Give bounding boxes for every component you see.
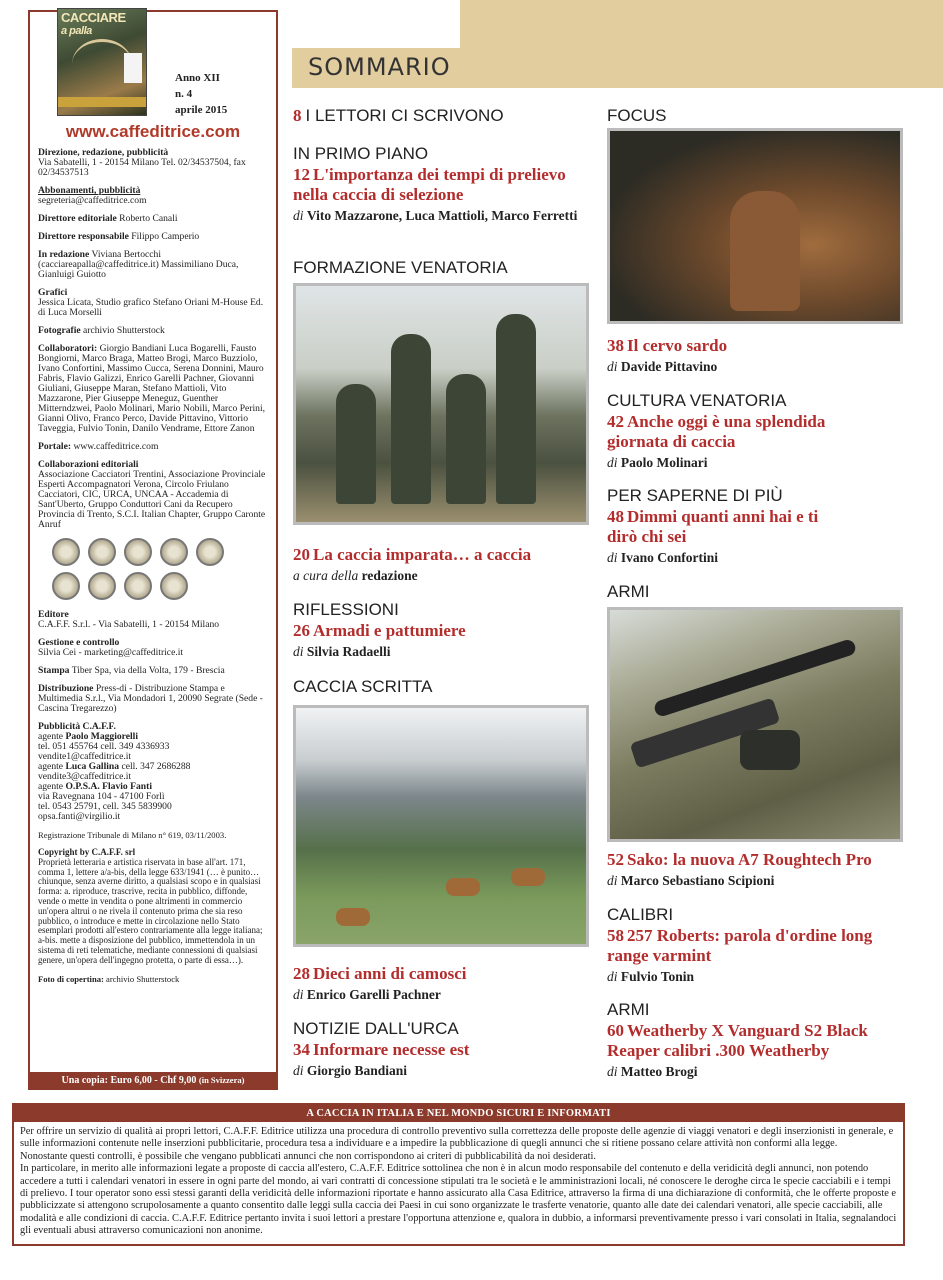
cover-stripe bbox=[58, 97, 146, 107]
notice-heading: A CACCIA IN ITALIA E NEL MONDO SICURI E INFORMATI bbox=[14, 1105, 903, 1122]
rifle-photo bbox=[607, 607, 903, 842]
section-urca: NOTIZIE DALL'URCA bbox=[293, 1019, 459, 1038]
section-primo-piano: IN PRIMO PIANO bbox=[293, 144, 429, 163]
notice-para-2: Nonostante questi controlli, è possibile che vengano pubblicati annunci che non corrispondono ai criteri di pubblicabilità da noi desiderati. bbox=[20, 1150, 596, 1162]
association-logo-icon bbox=[52, 572, 80, 600]
association-logos bbox=[30, 538, 276, 610]
section-saperne: PER SAPERNE DI PIÙ bbox=[607, 486, 783, 505]
section-calibri: CALIBRI bbox=[607, 905, 674, 924]
section-armi-1: ARMI bbox=[607, 582, 650, 601]
section-focus: FOCUS bbox=[607, 106, 667, 125]
colophon-text-2: Editore C.A.F.F. S.r.l. - Via Sabatelli, 1 - 20154 Milano Gestione e controllo Silvia Cei - marketing@caffeditrice.it Stampa Tiber Spa, via della Volta, 179 - Brescia Distribuzione Press-di - Distribuzione Stampa e Multimedia S.r.l., Via Mondadori 1, 20090 Segrate (Sede - Cascina Tregarezzo) Pubblicità C.A.F.F. agente Paolo Maggiorelli tel. 051 455764 cell. 349 4336933 vendite1@caffeditrice.it agente Luca Gallina cell. 347 2686288 vendite3@caffeditrice.it agente O.P.S.A. Flavio Fanti via Ravegnana 104 - 47100 Forlì tel. 0543 25791, cell. 345 5839900 opsa.fanti@virgilio.it Registrazione Tribunale di Milano n° 619, 03/11/2003. Copyright by C.A.F.F. srl Proprietà letteraria e artistica riservata in base all'art. 171, comma 1, lettere a/a-bis, della legge 633/1941 (… è punito… chiunque, senza averne diritto, a qualsiasi scopo e in qualsiasi forma: a. riproduce, trascrive, recita in pubblico, diffonde, vende o mette in vendita o pone altrimenti in commercio un'opera altrui o ne rivela il contenuto prima che sia reso pubblico, o introduce e mette in circolazione nello Stato esemplari prodotti all'estero contrariamente alla legge italiana; a-bis. mette a disposizione del pubblico, immettendola in un sistema di reti telematiche, mediante connessioni di qualsiasi genere, un'opera dell'ingegno protetta, o parte di essa…). Foto di copertina: archivio Shutterstock bbox=[30, 610, 276, 984]
issue-info bbox=[175, 70, 227, 118]
association-logo-icon bbox=[88, 538, 116, 566]
sommario-header bbox=[292, 48, 460, 88]
toc-item-focus[interactable]: 38 Il cervo sardo di Davide Pittavino bbox=[607, 336, 728, 374]
toc-item-armi-2[interactable]: 60 Weatherby X Vanguard S2 Black Reaper calibri .300 Weatherby di Matteo Brogi bbox=[607, 1021, 868, 1079]
hunters-photo bbox=[293, 283, 589, 525]
cover-area bbox=[30, 12, 276, 120]
section-riflessioni: RIFLESSIONI bbox=[293, 600, 399, 619]
association-logo-icon bbox=[52, 538, 80, 566]
association-logo-icon bbox=[88, 572, 116, 600]
toc-item-cultura[interactable]: 42 Anche oggi è una splendida giornata di caccia di Paolo Molinari bbox=[607, 412, 826, 470]
section-caccia-scritta: CACCIA SCRITTA bbox=[293, 677, 433, 696]
colophon-panel bbox=[28, 10, 278, 1090]
header-band bbox=[460, 0, 943, 88]
toc-item-caccia-scritta[interactable]: 28 Dieci anni di camosci di Enrico Garelli Pachner bbox=[293, 964, 467, 1002]
toc-item-primo-piano[interactable]: 12 L'importanza dei tempi di prelievo nella caccia di selezione di Vito Mazzarone, Luca Mattioli, Marco Ferretti bbox=[293, 165, 578, 223]
cover-title-line1: CACCIARE bbox=[61, 10, 126, 25]
page-title: SOMMARIO bbox=[308, 53, 451, 81]
notice-body bbox=[14, 1122, 903, 1244]
toc-item-calibri[interactable]: 58 257 Roberts: parola d'ordine long range varmint di Fulvio Tonin bbox=[607, 926, 873, 984]
notice-para-3: In particolare, in merito alle informazioni legate a proposte di caccia all'estero, C.A.F.F. Editrice sottolinea che non è in alcun modo responsabile del contenuto e della veridicità degli annunci, non potendo accedere a tutti i calendari venatori in essere in ogni parte del mondo, ai vari contratti di concessione stipulati tra le società e le amministrazioni locali, né conoscere le deroghe circa le specie cacciabili e i tempi di prelievo. I tour operator sono essi stessi garanti della veridicità delle informazioni riportate e hanno assicurato alla Casa Editrice, attraverso la firma di una dichiarazione di conformità, che le offerte proposte e pubblicizzate si attengono scrupolosamente a quanto consentito dalle leggi sulla caccia dei Paesi in cui sono organizzate le trasferte venatorie, quanto alle date dei calendari venatori, alle specie cacciabili, alle modalità e alle condizioni di caccia. C.A.F.F. Editrice pertanto invita i suoi lettori a prestare l'opportuna attenzione e, qualora in dubbio, a informarsi preventivamente presso i vari consolati in Italia, segnalandoci gli eventuali abusi attraverso comunicazioni non anonime. bbox=[20, 1163, 897, 1237]
stag-antler-image bbox=[72, 39, 132, 89]
issue-number: n. 4 bbox=[175, 88, 193, 100]
red-deer-photo bbox=[607, 128, 903, 324]
notice-para-1: Per offrire un servizio di qualità ai propri lettori, C.A.F.F. Editrice utilizza una procedura di controllo preventivo sulla correttezza delle proposte delle agenzie di viaggi venatori e degli inserzionisti in generale, e sulle informazioni contenute nelle inserzioni pubblicitarie, procedura tesa a individuare e a impedire la pubblicazione di quegli annunci che si ritiene possano celare attività non conformi alla legge. bbox=[20, 1126, 894, 1150]
price-bar bbox=[30, 1072, 276, 1088]
notice-box bbox=[12, 1103, 905, 1246]
association-logo-icon bbox=[160, 572, 188, 600]
association-logo-icon bbox=[196, 538, 224, 566]
section-armi-2: ARMI bbox=[607, 1000, 650, 1019]
toc-item-armi-1[interactable]: 52 Sako: la nuova A7 Roughtech Pro di Marco Sebastiano Scipioni bbox=[607, 850, 872, 888]
website-link[interactable]: www.caffeditrice.com bbox=[65, 122, 241, 141]
registrazione: Registrazione Tribunale di Milano n° 619, 03/11/2003. bbox=[38, 830, 227, 840]
section-formazione: FORMAZIONE VENATORIA bbox=[293, 258, 508, 277]
colophon-text: Direzione, redazione, pubblicità Via Sabatelli, 1 - 20154 Milano Tel. 02/34537504, fax 02/34537513 Abbonamenti, pubblicità segreteria@caffeditrice.com Direttore editoriale Roberto Canali Direttore responsabile Filippo Camperio In redazione Viviana Bertocchi (cacciareapalla@caffeditrice.it) Massimiliano Duca, Gianluigi Guiotto Grafici Jessica Licata, Studio grafico Stefano Oriani M-House Ed. di Luca Morselli Fotografie archivio Shutterstock Collaboratori: Giorgio Bandiani Luca Bogarelli, Fausto Bongiorni, Marco Braga, Matteo Brogi, Marco Buzziolo, Ivano Confortini, Massimo Cucca, Serena Donnini, Mauro Fabris, Flavio Galizzi, Enrico Garelli Pachner, Giovanni Giuliani, Giuseppe Maran, Stefano Mattioli, Vito Mazzarone, Pier Giuseppe Meneguz, Guenther Mitterndzwei, Paolo Molinari, Mario Nobili, Marco Perini, Gianni Olivo, Franco Perco, Davide Pittavino, Vittorio Taveggia, Fulvio Tonin, Danilo Vendrame, Ettore Zanon Portale: www.caffeditrice.com Collaborazioni editoriali Associazione Cacciatori Trentini, Associazione Provinciale Esperti Accompagnatori Verona, Circolo Friulano Cacciatori, CIC, URCA, UNCAA - Accademia di Sant'Uberto, Gruppo Conduttori Cani da Recupero Provincia di Trento, S.C.I. Italian Chapter, Gruppo Caronte Anruf bbox=[38, 147, 266, 530]
cover-title-line2: a palla bbox=[61, 25, 92, 37]
toc-item-formazione[interactable]: 20 La caccia imparata… a caccia a cura della redazione bbox=[293, 545, 532, 583]
caff-logo-icon bbox=[124, 53, 142, 83]
toc-lettori[interactable]: 8 I LETTORI CI SCRIVONO bbox=[293, 106, 504, 125]
section-cultura: CULTURA VENATORIA bbox=[607, 391, 787, 410]
chamois-photo bbox=[293, 705, 589, 947]
magazine-cover-thumbnail bbox=[57, 8, 147, 116]
toc-item-saperne[interactable]: 48 Dimmi quanti anni hai e ti dirò chi sei di Ivano Confortini bbox=[607, 507, 819, 565]
toc-item-urca[interactable]: 34 Informare necesse est di Giorgio Bandiani bbox=[293, 1040, 470, 1078]
price-note: (in Svizzera) bbox=[198, 1075, 245, 1085]
toc-item-riflessioni[interactable]: 26 Armadi e pattumiere di Silvia Radaelli bbox=[293, 621, 466, 659]
association-logo-icon bbox=[160, 538, 188, 566]
association-logo-icon bbox=[124, 538, 152, 566]
issue-date: aprile 2015 bbox=[175, 104, 228, 116]
association-logo-icon bbox=[124, 572, 152, 600]
price-main: Una copia: Euro 6,00 - Chf 9,00 bbox=[61, 1075, 197, 1086]
issue-year: Anno XII bbox=[175, 72, 220, 84]
